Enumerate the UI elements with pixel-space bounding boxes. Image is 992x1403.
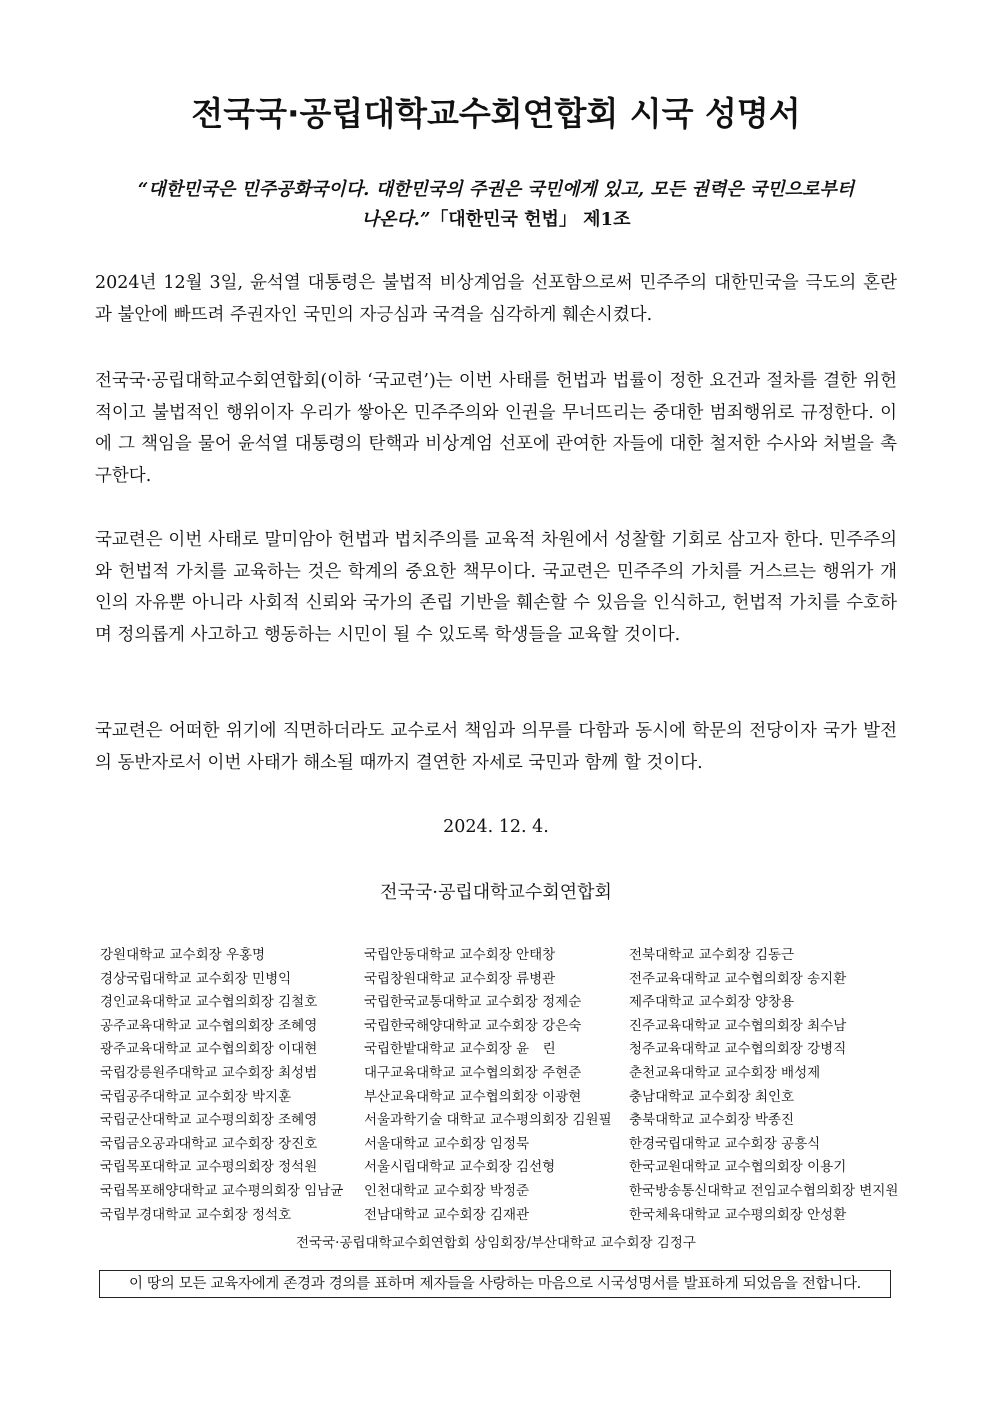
signatory-column-3 <box>629 944 898 1227</box>
signatory-item: 국립목포해양대학교 교수평의회장 임남균 <box>100 1182 344 1199</box>
signatory-item: 전주교육대학교 교수협의회장 송지환 <box>629 970 847 987</box>
signatory-item: 국립안동대학교 교수회장 안태창 <box>364 947 556 963</box>
signatory-item: 국립금오공과대학교 교수회장 장진호 <box>100 1135 318 1152</box>
signatory-column-2 <box>364 944 612 1227</box>
signatory-item: 충남대학교 교수회장 최인호 <box>629 1088 795 1105</box>
statement-date: 2024. 12. 4. <box>443 817 549 837</box>
signatory-item: 부산교육대학교 교수협의회장 이광현 <box>364 1088 582 1105</box>
signatory-column-1 <box>100 944 343 1227</box>
document-title: 전국국·공립대학교수회연합회 시국 성명서 <box>191 94 801 133</box>
signatory-item: 진주교육대학교 교수협의회장 최수남 <box>629 1017 847 1034</box>
paragraph-1: 2024년 12월 3일, 윤석열 대통령은 불법적 비상계엄을 선포함으로써 민주주의 대한민국을 극도의 혼란과 불안에 빠뜨려 주권자인 국민의 자긍심과 국격을 심각하게 훼손시켰다. <box>95 273 897 325</box>
signatory-item: 공주교육대학교 교수협의회장 조혜영 <box>100 1017 318 1034</box>
signatory-item: 국립한국교통대학교 교수회장 정제순 <box>364 994 582 1011</box>
quote-line-2-text: 나온다.” <box>361 209 431 230</box>
signatory-item: 국립부경대학교 교수회장 정석호 <box>100 1206 292 1223</box>
paragraph-4: 국교련은 어떠한 위기에 직면하더라도 교수로서 책임과 의무를 다함과 동시에 학문의 전당이자 국가 발전의 동반자로서 이번 사태가 해소될 때까지 결연한 자세로 국민과 함께 할 것이다. <box>95 721 897 773</box>
signatory-item: 전남대학교 교수회장 김재관 <box>364 1206 530 1223</box>
signatory-item: 광주교육대학교 교수협의회장 이대현 <box>100 1041 318 1058</box>
signatory-item: 서울시립대학교 교수회장 김선형 <box>364 1159 556 1176</box>
signatory-item: 한국방송통신대학교 전임교수협의회장 변지원 <box>629 1182 899 1199</box>
signatory-item: 한국교원대학교 교수협의회장 이용기 <box>629 1159 847 1176</box>
paragraph-2: 전국국·공립대학교수회연합회(이하 ‘국교련’)는 이번 사태를 헌법과 법률이 정한 요건과 절차를 결한 위헌적이고 불법적인 행위이자 우리가 쌓아온 민주주의와 인권을 무너뜨리는 중대한 범죄행위로 규정한다. 이에 그 책임을 물어 윤석열 대통령의 탄핵과 비상계엄 선포에 관여한 자들에 대한 철저한 수사와 처벌을 촉구한다. <box>95 371 897 486</box>
paragraph-3: 국교련은 이번 사태로 말미암아 헌법과 법치주의를 교육적 차원에서 성찰할 기회로 삼고자 한다. 민주주의와 헌법적 가치를 교육하는 것은 학계의 중요한 책무이다. 국교련은 민주주의 가치를 거스르는 행위가 개인의 자유뿐 아니라 사회적 신뢰와 국가의 존립 기반을 훼손할 수 있음을 인식하고, 헌법적 가치를 수호하며 정의롭게 사고하고 행동하는 시민이 될 수 있도록 학생들을 교육할 것이다. <box>95 530 897 645</box>
signatory-item: 인천대학교 교수회장 박정준 <box>364 1182 530 1199</box>
signatory-item: 충북대학교 교수회장 박종진 <box>629 1112 795 1129</box>
signatory-item: 한국체육대학교 교수평의회장 안성환 <box>629 1206 847 1223</box>
signatory-item: 경상국립대학교 교수회장 민병익 <box>100 970 292 987</box>
signatory-item: 전북대학교 교수회장 김동근 <box>629 947 795 963</box>
signatory-item: 국립창원대학교 교수회장 류병관 <box>364 970 556 987</box>
signatory-item: 한경국립대학교 교수회장 공흥식 <box>629 1135 821 1152</box>
signatory-item: 서울과학기술 대학교 교수평의회장 김원필 <box>364 1112 612 1129</box>
signatory-item: 서울대학교 교수회장 임정묵 <box>364 1135 530 1152</box>
signatory-item: 춘천교육대학교 교수회장 배성제 <box>629 1064 821 1081</box>
signatory-item: 국립목포대학교 교수평의회장 정석원 <box>100 1159 318 1176</box>
signatory-item: 대구교육대학교 교수협의회장 주현준 <box>364 1064 582 1081</box>
organization-name: 전국국·공립대학교수회연합회 <box>380 882 612 903</box>
closing-notice-box: 이 땅의 모든 교육자에게 존경과 경의를 표하며 제자들을 사랑하는 마음으로 시국성명서를 발표하게 되었음을 전합니다. <box>99 1270 891 1298</box>
signatory-item: 국립한밭대학교 교수회장 윤 린 <box>364 1041 556 1058</box>
signatory-item: 경인교육대학교 교수협의회장 김철호 <box>100 994 318 1011</box>
signatory-item: 국립강릉원주대학교 교수회장 최성범 <box>100 1064 318 1081</box>
signatory-item: 강원대학교 교수회장 우홍명 <box>100 947 266 963</box>
signatory-item: 국립군산대학교 교수평의회장 조혜영 <box>100 1112 318 1129</box>
constitution-quote <box>120 175 872 235</box>
signatory-item: 국립공주대학교 교수회장 박지훈 <box>100 1088 292 1105</box>
signatory-item: 국립한국해양대학교 교수회장 강은숙 <box>364 1017 582 1034</box>
chairperson-line: 전국국·공립대학교수회연합회 상임회장/부산대학교 교수회장 김정구 <box>296 1235 696 1251</box>
quote-line-2 <box>120 205 872 235</box>
signatory-item: 제주대학교 교수회장 양창용 <box>629 994 795 1011</box>
signatory-item: 청주교육대학교 교수협의회장 강병직 <box>629 1041 847 1058</box>
quote-source: 「대한민국 헌법」 제1조 <box>430 209 631 230</box>
quote-line-1: “대한민국은 민주공화국이다. 대한민국의 주권은 국민에게 있고, 모든 권력은 국민으로부터 <box>137 179 855 200</box>
